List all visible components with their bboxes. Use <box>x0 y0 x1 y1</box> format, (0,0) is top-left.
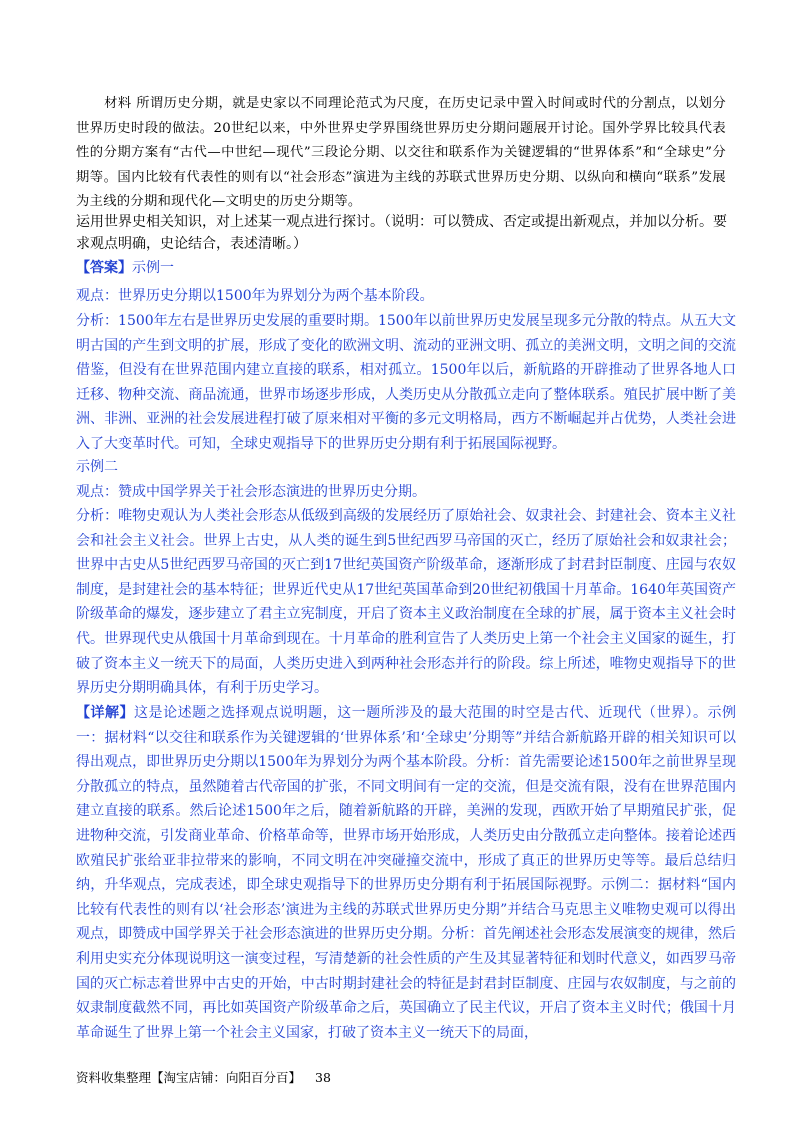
example2-analysis: 分析：唯物史观认为人类社会形态从低级到高级的发展经历了原始社会、奴隶社会、封建社会、资本主义社会和社会主义社会。世界上古史，从人类的诞生到5世纪西罗马帝国的灭亡，经历了原始社会和奴隶社会；世界中古史从5世纪西罗马帝国的灭亡到17世纪英国资产阶级革命，逐渐形成了封君封臣制度、庄园与农奴制度，是封建社会的基本特征；世界近代史从17世纪英国革命到20世纪初俄国十月革命。1640年英国资产阶级革命的爆发，逐步建立了君主立宪制度，开启了资本主义政治制度在全球的扩展，属于资本主义社会时代。世界现代史从俄国十月革命到现在。十月革命的胜利宣告了人类历史上第一个社会主义国家的诞生，打破了资本主义一统天下的局面，人类历史进入到两种社会形态并行的阶段。综上所述，唯物史观指导下的世界历史分期明确具体，有利于历史学习。 <box>76 508 736 697</box>
example2-title: 示例二 <box>76 459 118 475</box>
page-footer <box>76 1068 331 1086</box>
material-paragraph <box>76 92 726 215</box>
answer-heading <box>76 257 174 279</box>
page-number: 38 <box>315 1070 331 1085</box>
question-prompt: 运用世界史相关知识，对上述某一观点进行探讨。（说明：可以赞成、否定或提出新观点，并加以分析。要求观点明确，史论结合，表述清晰。） <box>76 214 727 252</box>
material-text: 所谓历史分期，就是史家以不同理论范式为尺度，在历史记录中置入时间或时代的分割点，以划分世界历史时段的做法。20世纪以来，中外世界史学界围绕世界历史分期问题展开讨论。国外学界比较具代表性的分期方案有“古代—中世纪—现代”三段论分期、以交往和联系作为关键逻辑的“世界体系”和“全球史”分期等。国内比较有代表性的则有以“社会形态”演进为主线的苏联式世界历史分期、以纵向和横向“联系”发展为主线的分期和现代化—文明史的历史分期等。 <box>76 96 726 210</box>
answer-tag: 【答案】 <box>76 260 132 276</box>
example1-title: 示例一 <box>132 260 174 276</box>
footer-source: 资料收集整理【淘宝店铺：向阳百分百】 <box>76 1070 302 1085</box>
example2-view: 观点：赞成中国学界关于社会形态演进的世界历史分期。 <box>76 484 426 500</box>
explanation-paragraph <box>76 701 736 1045</box>
example1-analysis: 分析：1500年左右是世界历史发展的重要时期。1500年以前世界历史发展呈现多元分散的特点。从五大文明古国的产生到文明的扩展，形成了变化的欧洲文明、流动的亚洲文明、孤立的美洲文明，文明之间的交流借鉴，但没有在世界范围内建立直接的联系，相对孤立。1500年以后，新航路的开辟推动了世界各地人口迁移、物种交流、商品流通，世界市场逐步形成，人类历史从分散孤立走向了整体联系。殖民扩展中断了美洲、非洲、亚洲的社会发展进程打破了原来相对平衡的多元文明格局，西方不断崛起并占优势，人类社会进入了大变革时代。可知，全球史观指导下的世界历史分期有利于拓展国际视野。 <box>76 313 736 452</box>
material-label: 材料 <box>104 96 132 111</box>
explanation-tag: 【详解】 <box>76 705 135 721</box>
explanation-text: 这是论述题之选择观点说明题，这一题所涉及的最大范围的时空是古代、近现代（世界）。示例一：据材料“以交往和联系作为关键逻辑的‘世界体系’和‘全球史’分期等”并结合新航路开辟的相关知识可以得出观点，即世界历史分期以1500年为界划分为两个基本阶段。分析：首先需要论述1500年之前世界呈现分散孤立的特点，虽然随着古代帝国的扩张，不同文明间有一定的交流，但是交流有限，没有在世界范围内建立直接的联系。然后论述1500年之后，随着新航路的开辟，美洲的发现，西欧开始了早期殖民扩张，促进物种交流，引发商业革命、价格革命等，世界市场开始形成，人类历史由分散孤立走向整体。接着论述西欧殖民扩张给亚非拉带来的影响，不同文明在冲突碰撞交流中，形成了真正的世界历史等等。最后总结归纳，升华观点，完成表述，即全球史观指导下的世界历史分期有利于拓展国际视野。示例二：据材料“国内比较有代表性的则有以‘社会形态’演进为主线的苏联式世界历史分期”并结合马克思主义唯物史观可以得出观点，即赞成中国学界关于社会形态演进的世界历史分期。分析：首先阐述社会形态发展演变的规律，然后利用史实充分体现说明这一演变过程，写清楚新的社会性质的产生及其显著特征和划时代意义，如西罗马帝国的灭亡标志着世界中古史的开始，中古时期封建社会的特征是封君封臣制度、庄园与农奴制度，与之前的奴隶制度截然不同，再比如英国资产阶级革命之后，英国确立了民主代议，开启了资本主义时代；俄国十月革命诞生了世界上第一个社会主义国家，打破了资本主义一统天下的局面， <box>76 705 736 1041</box>
example1-view: 观点：世界历史分期以1500年为界划分为两个基本阶段。 <box>76 288 434 304</box>
